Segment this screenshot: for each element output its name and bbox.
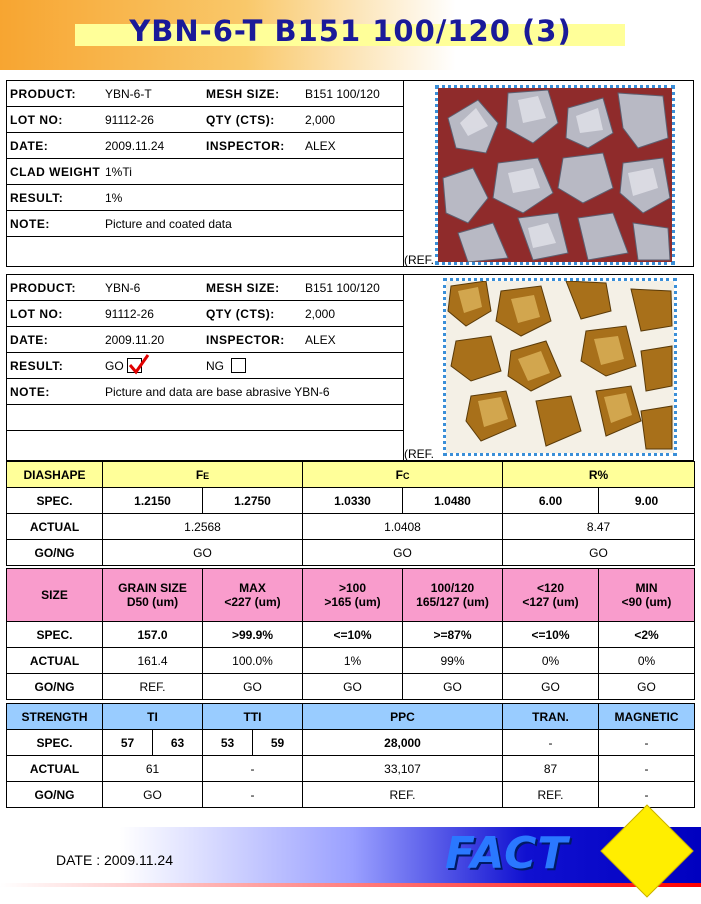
spec-cell: 1.2150	[103, 488, 203, 514]
table-row	[7, 622, 695, 648]
spec-cell: -	[503, 730, 599, 756]
diashape-header-row	[7, 462, 695, 488]
qty-label: QTY (CTS):	[206, 113, 275, 127]
note-value: Picture and data are base abrasive YBN-6	[105, 385, 330, 399]
result-label: RESULT:	[10, 191, 64, 205]
gong-cell: REF.	[303, 782, 503, 808]
size-table	[6, 568, 695, 700]
lt120-header	[503, 569, 599, 622]
product-label: PRODUCT:	[10, 281, 76, 295]
product-value: YBN-6	[105, 281, 141, 295]
footer-date: DATE : 2009.11.24	[56, 852, 173, 868]
actual-cell: 8.47	[503, 514, 695, 540]
qty-value: 2,000	[305, 113, 336, 127]
fe-header: FE	[103, 462, 303, 488]
header-line: D50 (um)	[126, 595, 179, 609]
lot-label: LOT NO:	[10, 113, 63, 127]
ng-label: NG	[206, 359, 224, 373]
lot-label: LOT NO:	[10, 307, 63, 321]
row-result	[7, 185, 403, 211]
min-header	[599, 569, 695, 622]
size-header-row	[7, 569, 695, 622]
gong-cell: GO	[403, 674, 503, 700]
header-line: >165 (um)	[324, 595, 381, 609]
gong-cell: GO	[103, 540, 303, 566]
table-row	[7, 540, 695, 566]
mesh-label: MESH SIZE:	[206, 281, 280, 295]
diashape-table	[6, 461, 695, 566]
row-note	[7, 379, 403, 405]
actual-cell: 0%	[503, 648, 599, 674]
header-line: <127 (um)	[522, 595, 579, 609]
note-label: NOTE:	[10, 385, 50, 399]
header-line: 100/120	[430, 581, 475, 595]
base-crystal-image	[446, 281, 674, 453]
spec-cell: 157.0	[103, 622, 203, 648]
product-label: PRODUCT:	[10, 87, 76, 101]
spec-label: SPEC.	[7, 730, 103, 756]
header-line: <227 (um)	[224, 595, 281, 609]
gong-label: GO/NG	[7, 782, 103, 808]
actual-label: ACTUAL	[7, 648, 103, 674]
row-product	[7, 81, 403, 107]
gong-label: GO/NG	[7, 540, 103, 566]
header-line: MIN	[635, 581, 658, 595]
info-fields	[7, 275, 404, 460]
row-date	[7, 327, 403, 353]
info-fields	[7, 81, 404, 266]
gong-cell: GO	[503, 540, 695, 566]
go-label: GO	[105, 359, 124, 373]
spec-cell: 53	[203, 730, 253, 756]
magnetic-header: MAGNETIC	[599, 704, 695, 730]
gong-cell: REF.	[503, 782, 599, 808]
lot-value: 91112-26	[105, 307, 154, 321]
actual-cell: 0%	[599, 648, 695, 674]
row-result	[7, 353, 403, 379]
row-lot	[7, 301, 403, 327]
header-line: MAX	[239, 581, 266, 595]
info-panel-base	[6, 274, 694, 461]
row-lot	[7, 107, 403, 133]
spec-cell: 57	[103, 730, 153, 756]
inspector-label: INSPECTOR:	[206, 139, 285, 153]
note-label: NOTE:	[10, 217, 50, 231]
spec-cell: -	[599, 730, 695, 756]
check-mark-icon	[127, 353, 151, 375]
table-row	[7, 648, 695, 674]
gong-cell: REF.	[103, 674, 203, 700]
note-value: Picture and coated data	[105, 217, 232, 231]
r-header: R%	[503, 462, 695, 488]
actual-cell: 161.4	[103, 648, 203, 674]
spec-cell: >99.9%	[203, 622, 303, 648]
spec-label: SPEC.	[7, 622, 103, 648]
product-value: YBN-6-T	[105, 87, 152, 101]
page-title: YBN-6-T B151 100/120 (3)	[129, 14, 572, 48]
qty-label: QTY (CTS):	[206, 307, 275, 321]
spec-cell: 28,000	[303, 730, 503, 756]
spec-cell: <2%	[599, 622, 695, 648]
actual-cell: 99%	[403, 648, 503, 674]
gong-cell: GO	[303, 674, 403, 700]
result-value: 1%	[105, 191, 123, 205]
actual-cell: 1.2568	[103, 514, 303, 540]
spec-cell: 63	[153, 730, 203, 756]
strength-header-row	[7, 704, 695, 730]
mesh-label: MESH SIZE:	[206, 87, 280, 101]
gt100-header	[303, 569, 403, 622]
spec-cell: 6.00	[503, 488, 599, 514]
clad-label: CLAD WEIGHT	[10, 165, 101, 179]
gong-cell: GO	[203, 674, 303, 700]
ti-header: TI	[103, 704, 203, 730]
table-row	[7, 782, 695, 808]
row-product	[7, 275, 403, 301]
table-row	[7, 730, 695, 756]
row-clad	[7, 159, 403, 185]
gong-label: GO/NG	[7, 674, 103, 700]
row-blank	[7, 237, 403, 263]
spec-cell: 9.00	[599, 488, 695, 514]
mesh-value: B151 100/120	[305, 87, 380, 101]
row-blank	[7, 405, 403, 431]
info-panel-coated	[6, 80, 694, 267]
actual-cell: 33,107	[303, 756, 503, 782]
actual-cell: 1.0408	[303, 514, 503, 540]
actual-cell: 1%	[303, 648, 403, 674]
table-row	[7, 674, 695, 700]
tti-header: TTI	[203, 704, 303, 730]
actual-cell: -	[203, 756, 303, 782]
actual-label: ACTUAL	[7, 514, 103, 540]
clad-value: 1%Ti	[105, 165, 132, 179]
gong-cell: GO	[103, 782, 203, 808]
size-header: SIZE	[7, 569, 103, 622]
ref-label: (REF.	[404, 447, 434, 461]
gong-cell: -	[203, 782, 303, 808]
mesh-value: B151 100/120	[305, 281, 380, 295]
date-label: DATE:	[10, 139, 49, 153]
spec-cell: 1.0480	[403, 488, 503, 514]
gong-cell: GO	[303, 540, 503, 566]
inspector-value: ALEX	[305, 333, 336, 347]
date-label: DATE:	[10, 333, 49, 347]
gong-cell: -	[599, 782, 695, 808]
header-line: >100	[338, 581, 367, 595]
gong-cell: GO	[599, 674, 695, 700]
spec-label: SPEC.	[7, 488, 103, 514]
row-note	[7, 211, 403, 237]
strength-table	[6, 703, 695, 808]
gong-cell: GO	[503, 674, 599, 700]
header-line: 165/127 (um)	[416, 595, 489, 609]
base-crystal-photo	[443, 278, 677, 456]
actual-cell: 100.0%	[203, 648, 303, 674]
actual-cell: -	[599, 756, 695, 782]
spec-cell: 1.2750	[203, 488, 303, 514]
grain-size-header	[103, 569, 203, 622]
ng-checkbox[interactable]	[231, 358, 246, 373]
table-row	[7, 756, 695, 782]
result-label: RESULT:	[10, 359, 64, 373]
actual-cell: 87	[503, 756, 599, 782]
inspector-value: ALEX	[305, 139, 336, 153]
fact-logo: FACT	[445, 828, 569, 879]
actual-cell: 61	[103, 756, 203, 782]
date-value: 2009.11.20	[105, 333, 165, 347]
actual-label: ACTUAL	[7, 756, 103, 782]
lot-value: 91112-26	[105, 113, 154, 127]
fc-header: FC	[303, 462, 503, 488]
tran-header: TRAN.	[503, 704, 599, 730]
range-header	[403, 569, 503, 622]
spec-cell: <=10%	[503, 622, 599, 648]
max-header	[203, 569, 303, 622]
diashape-header: DIASHAPE	[7, 462, 103, 488]
header-line: GRAIN SIZE	[118, 581, 187, 595]
date-value: 2009.11.24	[105, 139, 165, 153]
table-row	[7, 488, 695, 514]
footer-red-stripe	[0, 883, 701, 887]
qty-value: 2,000	[305, 307, 336, 321]
ppc-header: PPC	[303, 704, 503, 730]
row-date	[7, 133, 403, 159]
spec-cell: <=10%	[303, 622, 403, 648]
coated-crystal-image	[438, 88, 672, 262]
spec-cell: 59	[253, 730, 303, 756]
inspector-label: INSPECTOR:	[206, 333, 285, 347]
coated-crystal-photo	[435, 85, 675, 265]
ref-label: (REF.	[404, 253, 434, 267]
header-line: <90 (um)	[621, 595, 672, 609]
header-line: <120	[536, 581, 565, 595]
table-row	[7, 514, 695, 540]
spec-cell: >=87%	[403, 622, 503, 648]
row-blank	[7, 431, 403, 457]
spec-cell: 1.0330	[303, 488, 403, 514]
strength-header: STRENGTH	[7, 704, 103, 730]
